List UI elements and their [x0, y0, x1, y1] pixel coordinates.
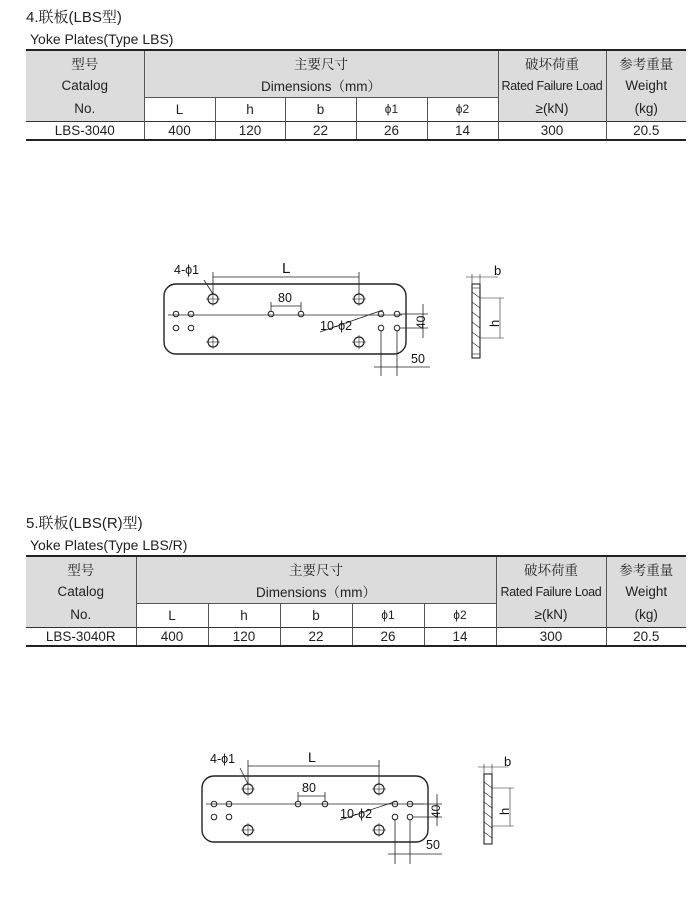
cell-L: 400	[136, 627, 208, 646]
weight-unit-header: (kg)	[606, 603, 686, 627]
label-L: L	[282, 260, 291, 277]
table-row	[26, 627, 686, 646]
cell-phi1: 26	[352, 627, 424, 646]
label-40: 40	[414, 315, 428, 329]
table-row	[26, 121, 686, 140]
catalog-no-header: No.	[26, 603, 136, 627]
label-4-phi1: 4-ϕ1	[210, 752, 236, 766]
catalog-no-header: No.	[26, 97, 144, 121]
load-unit-header: ≥(kN)	[498, 97, 606, 121]
section-4-title: 4.联板(LBS型)	[26, 9, 122, 26]
weight-en-header: Weight	[606, 74, 686, 97]
load-unit-header: ≥(kN)	[496, 603, 606, 627]
dim-phi2-header: ϕ2	[427, 97, 498, 121]
weight-cn-header: 参考重量	[606, 50, 686, 74]
cell-phi1: 26	[356, 121, 427, 140]
load-en-header: Rated Failure Load	[498, 74, 606, 97]
label-b: b	[494, 263, 502, 278]
cell-load: 300	[496, 627, 606, 646]
catalog-en-header: Catalog	[26, 74, 144, 97]
section-5-spec-table	[26, 555, 686, 647]
catalog-cn-header: 型号	[26, 50, 144, 74]
label-h: h	[497, 807, 512, 815]
load-en-header: Rated Failure Load	[496, 580, 606, 603]
label-4-phi1: 4-ϕ1	[174, 263, 200, 277]
cell-phi2: 14	[424, 627, 496, 646]
label-b: b	[504, 754, 512, 769]
label-50: 50	[426, 838, 440, 852]
dim-L-header: L	[144, 97, 215, 121]
section-5-plate-drawing	[190, 746, 470, 876]
section-4-plate-drawing	[150, 250, 450, 380]
dimensions-en-header: Dimensions（mm）	[136, 580, 496, 603]
load-cn-header: 破坏荷重	[496, 556, 606, 580]
label-L: L	[308, 749, 316, 765]
dimensions-cn-header: 主要尺寸	[136, 556, 496, 580]
dimensions-cn-header: 主要尺寸	[144, 50, 498, 74]
catalog-en-header: Catalog	[26, 580, 136, 603]
section-4-side-view	[462, 258, 522, 368]
label-80: 80	[302, 781, 316, 795]
label-40: 40	[429, 804, 443, 818]
label-10-phi2: 10-ϕ2	[340, 807, 373, 821]
cell-L: 400	[144, 121, 215, 140]
cell-weight: 20.5	[606, 627, 686, 646]
dim-b-header: b	[285, 97, 356, 121]
section-5-side-view	[474, 752, 534, 852]
catalog-cn-header: 型号	[26, 556, 136, 580]
cell-catalog-no: LBS-3040R	[26, 627, 136, 646]
cell-phi2: 14	[427, 121, 498, 140]
cell-b: 22	[280, 627, 352, 646]
weight-en-header: Weight	[606, 580, 686, 603]
label-10-phi2: 10-ϕ2	[320, 319, 353, 333]
cell-weight: 20.5	[606, 121, 686, 140]
section-5-title: 5.联板(LBS(R)型)	[26, 515, 143, 532]
dim-phi1-header: ϕ1	[352, 603, 424, 627]
cell-h: 120	[215, 121, 285, 140]
dimensions-en-header: Dimensions（mm）	[144, 74, 498, 97]
cell-catalog-no: LBS-3040	[26, 121, 144, 140]
label-50: 50	[411, 352, 425, 366]
cell-b: 22	[285, 121, 356, 140]
cell-load: 300	[498, 121, 606, 140]
dim-h-header: h	[208, 603, 280, 627]
dim-L-header: L	[136, 603, 208, 627]
dim-h-header: h	[215, 97, 285, 121]
cell-h: 120	[208, 627, 280, 646]
weight-cn-header: 参考重量	[606, 556, 686, 580]
label-80: 80	[278, 291, 292, 305]
section-5-subtitle: Yoke Plates(Type LBS/R)	[30, 537, 188, 553]
label-h: h	[487, 319, 502, 327]
load-cn-header: 破坏荷重	[498, 50, 606, 74]
dim-b-header: b	[280, 603, 352, 627]
section-4-subtitle: Yoke Plates(Type LBS)	[30, 31, 174, 47]
dim-phi2-header: ϕ2	[424, 603, 496, 627]
weight-unit-header: (kg)	[606, 97, 686, 121]
dim-phi1-header: ϕ1	[356, 97, 427, 121]
section-4-spec-table	[26, 49, 686, 141]
